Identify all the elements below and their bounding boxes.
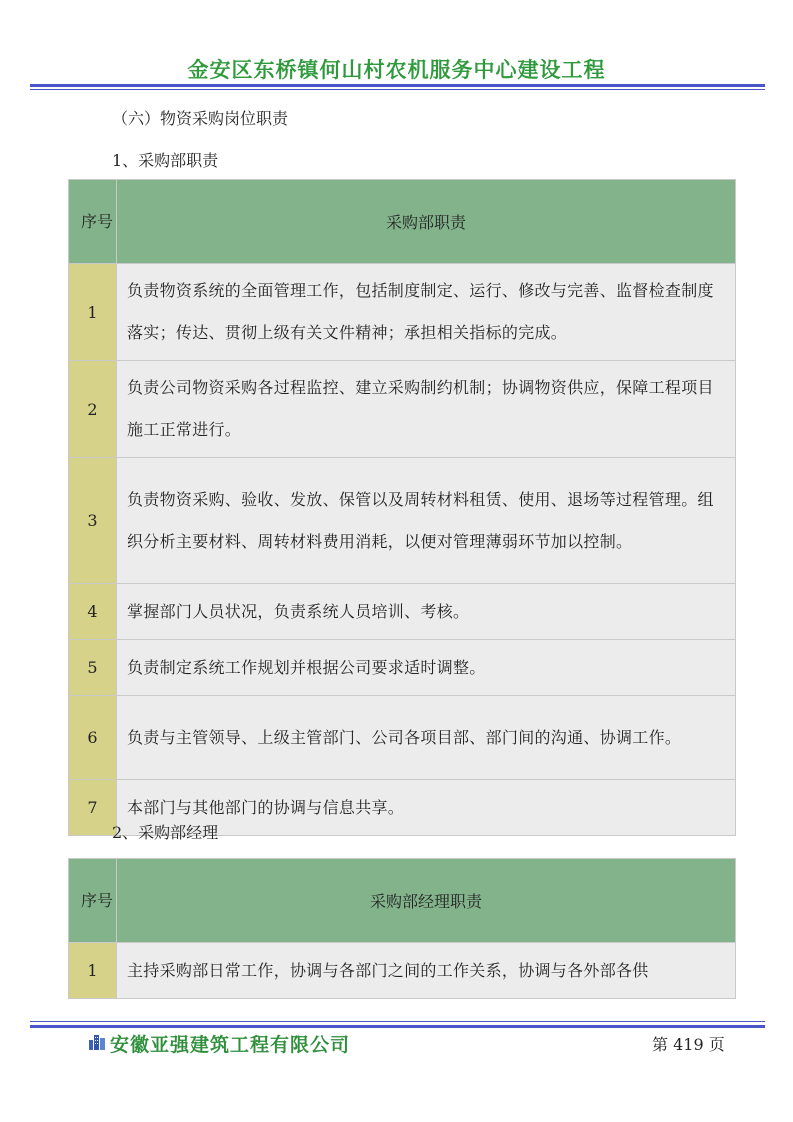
table-row: [69, 696, 736, 780]
table-row: [69, 264, 736, 361]
row-num: 1: [69, 264, 117, 361]
row-num: 7: [69, 780, 117, 836]
row-text: 主持采购部日常工作，协调与各部门之间的工作关系，协调与各外部各供: [117, 943, 736, 999]
page-header-title: 金安区东桥镇何山村农机服务中心建设工程: [187, 58, 606, 82]
page-number: 第 419 页: [652, 1035, 725, 1054]
header-num-cell: 序号: [69, 859, 117, 943]
purchasing-manager-duties-table: [68, 858, 736, 999]
header-rule-thin: [30, 89, 765, 90]
table-header-row: [69, 180, 736, 264]
row-text: 掌握部门人员状况，负责系统人员培训、考核。: [117, 584, 736, 640]
subsection-2-heading: 2、采购部经理: [112, 823, 219, 842]
row-text: 负责物资采购、验收、发放、保管以及周转材料租赁、使用、退场等过程管理。组织分析主要材料、周转材料费用消耗，以便对管理薄弱环节加以控制。: [117, 458, 736, 584]
table-row: [69, 458, 736, 584]
row-num: 5: [69, 640, 117, 696]
header-title-cell: 采购部经理职责: [117, 859, 736, 943]
row-text: 本部门与其他部门的协调与信息共享。: [117, 780, 736, 836]
table-row: [69, 943, 736, 999]
section-heading: （六）物资采购岗位职责: [112, 109, 289, 128]
footer-rule-thick: [30, 1025, 765, 1028]
building-logo-icon: [88, 1032, 106, 1050]
row-text: 负责物资系统的全面管理工作，包括制度制定、运行、修改与完善、监督检查制度落实；传达、贯彻上级有关文件精神；承担相关指标的完成。: [117, 264, 736, 361]
row-text: 负责公司物资采购各过程监控、建立采购制约机制；协调物资供应，保障工程项目施工正常进行。: [117, 361, 736, 458]
table-header-row: [69, 859, 736, 943]
row-num: 6: [69, 696, 117, 780]
header-title-cell: 采购部职责: [117, 180, 736, 264]
table-row: [69, 361, 736, 458]
purchasing-dept-duties-table: [68, 179, 736, 836]
footer-rule-thin: [30, 1021, 765, 1022]
row-num: 4: [69, 584, 117, 640]
header-rule-thick: [30, 84, 765, 87]
row-text: 负责制定系统工作规划并根据公司要求适时调整。: [117, 640, 736, 696]
footer-company-name: 安徽亚强建筑工程有限公司: [110, 1034, 351, 1056]
row-num: 2: [69, 361, 117, 458]
subsection-1-heading: 1、采购部职责: [112, 151, 219, 170]
table-row: [69, 584, 736, 640]
row-text: 负责与主管领导、上级主管部门、公司各项目部、部门间的沟通、协调工作。: [117, 696, 736, 780]
header-num-cell: 序号: [69, 180, 117, 264]
row-num: 3: [69, 458, 117, 584]
table-row: [69, 640, 736, 696]
row-num: 1: [69, 943, 117, 999]
